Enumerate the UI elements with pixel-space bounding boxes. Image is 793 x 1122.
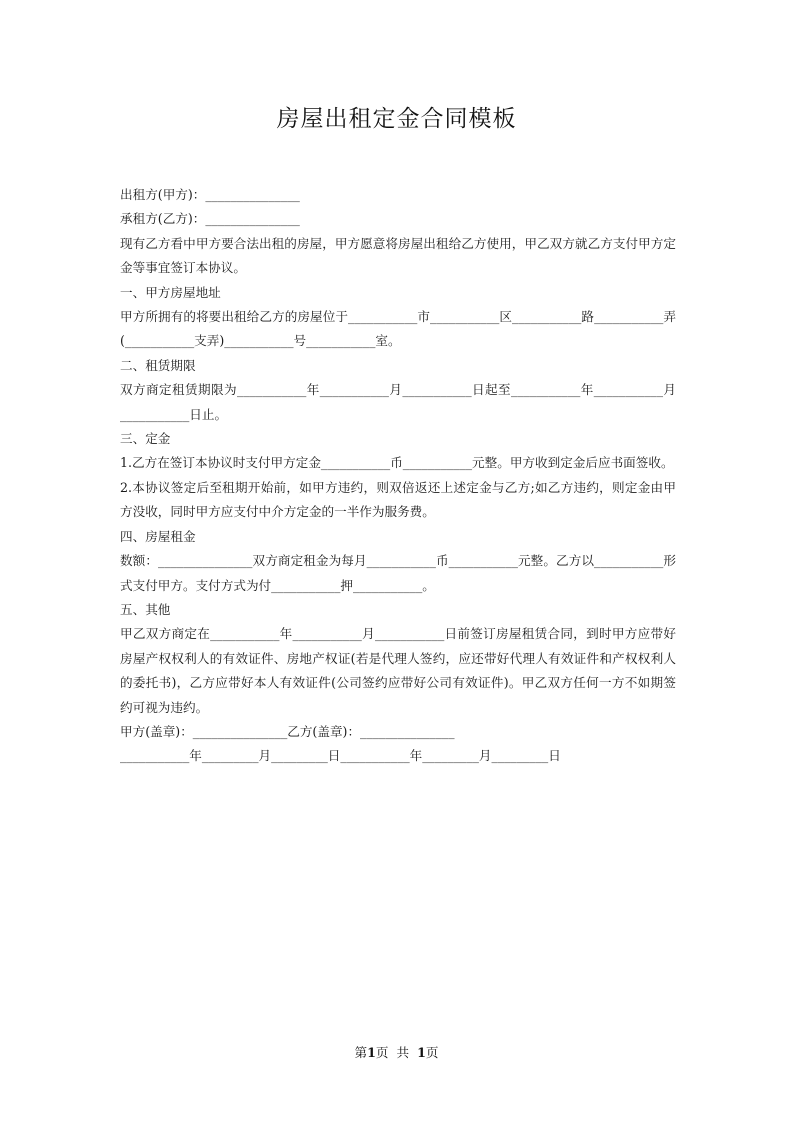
document-title: 房屋出租定金合同模板 <box>276 106 517 132</box>
footer-total-pages: 1 <box>417 1045 426 1060</box>
intro-paragraph: 现有乙方看中甲方要合法出租的房屋，甲方愿意将房屋出租给乙方使用，甲乙双方就乙方支付甲方定金等事宜签订本协议。 <box>120 235 676 276</box>
section-heading-address: 一、甲方房屋地址 <box>120 284 221 300</box>
section-heading-other: 五、其他 <box>120 601 171 617</box>
footer-middle: 页 共 <box>375 1045 418 1060</box>
footer-suffix: 页 <box>425 1045 439 1060</box>
document-body <box>120 183 676 769</box>
section-heading-rent: 四、房屋租金 <box>120 528 196 544</box>
footer-prefix: 第 <box>354 1045 368 1060</box>
term-paragraph: 双方商定租赁期限为___________年___________月___________日起至___________年___________月___________日止。 <box>120 382 676 422</box>
page-footer <box>0 1042 793 1061</box>
address-paragraph: 甲方所拥有的将要出租给乙方的房屋位于___________市___________区___________路___________弄(___________支弄)___________号___________室。 <box>120 309 676 349</box>
deposit-clause-2: 2.本协议签定后至租期开始前，如甲方违约，则双倍返还上述定金与乙方;如乙方违约，则定金由甲方没收，同时甲方应支付中介方定金的一半作为服务费。 <box>120 479 676 520</box>
date-line: ___________年_________月_________日___________年_________月_________日 <box>120 748 561 764</box>
footer-page-number: 1 <box>367 1045 376 1060</box>
section-heading-term: 二、租赁期限 <box>120 357 196 373</box>
lessee-line: 承租方(乙方)：_______________ <box>120 211 300 227</box>
signature-line: 甲方(盖章)：_______________乙方(盖章)：_______________ <box>120 723 455 739</box>
section-heading-deposit: 三、定金 <box>120 431 171 447</box>
deposit-clause-1: 1.乙方在签订本协议时支付甲方定金___________币___________元整。甲方收到定金后应书面签收。 <box>120 455 674 471</box>
lessor-line: 出租方(甲方)：_______________ <box>120 187 300 202</box>
rent-paragraph: 数额：_______________双方商定租金为每月___________币___________元整。乙方以___________形式支付甲方。支付方式为付___________押___________。 <box>120 553 676 593</box>
other-paragraph: 甲乙双方商定在___________年___________月___________日前签订房屋租赁合同，到时甲方应带好房屋产权权利人的有效证件、房地产权证(若是代理人签约，应还带好代理人有效证件和产权权利人的委托书)，乙方应带好本人有效证件(公司签约应带好公司有效证件)。甲乙双方任何一方不如期签约可视为违约。 <box>120 626 676 715</box>
